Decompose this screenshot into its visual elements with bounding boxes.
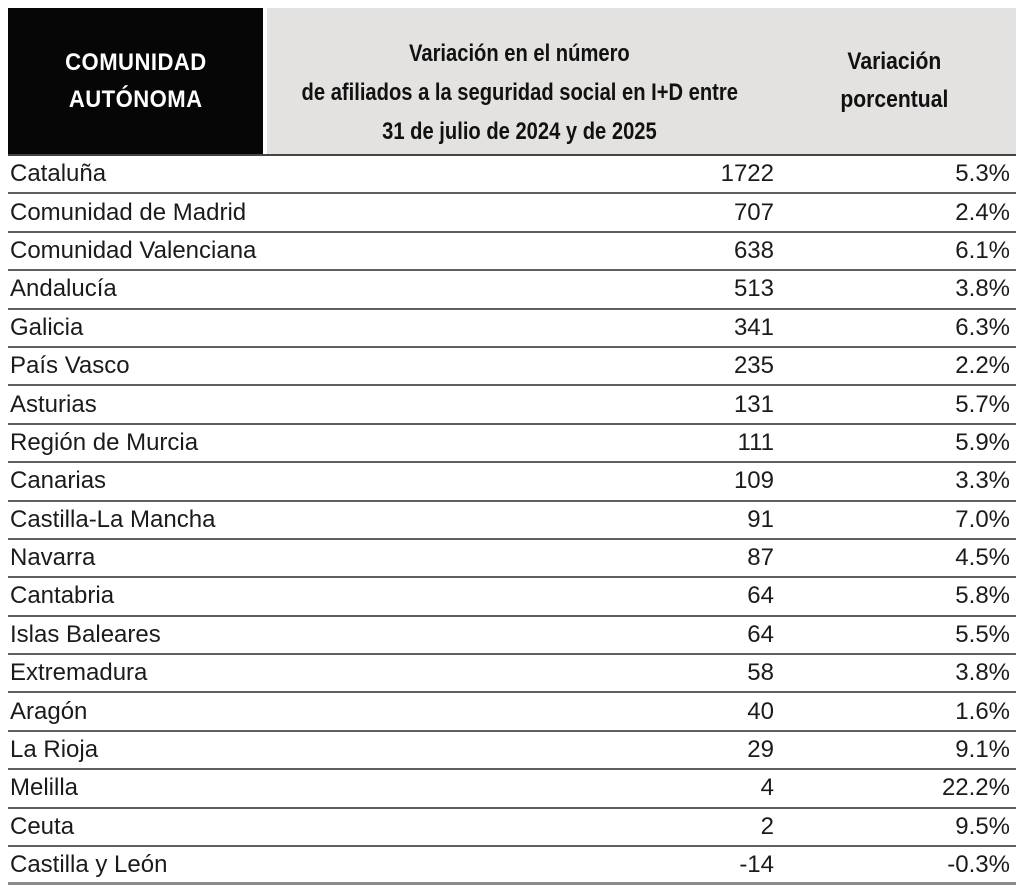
percent-variation-cell: 9.1%: [955, 736, 1010, 764]
percent-variation-cell: 2.2%: [955, 352, 1010, 380]
percent-variation-cell: 6.1%: [955, 236, 1010, 264]
percent-variation-cell: 3.8%: [955, 275, 1010, 303]
community-name-cell: Comunidad de Madrid: [10, 198, 247, 226]
percent-variation-cell: 9.5%: [955, 812, 1010, 840]
percent-variation-cell: 5.9%: [955, 428, 1010, 456]
table-row: [8, 732, 1016, 770]
header-comunidad-line1: COMUNIDAD: [64, 49, 207, 76]
table-row: [8, 348, 1016, 386]
affiliates-variation-cell: 341: [733, 313, 774, 341]
percent-variation-cell: 2.4%: [955, 198, 1010, 226]
table-row: [8, 463, 1016, 501]
affiliates-variation-cell: 91: [747, 505, 774, 533]
table-row: [8, 233, 1016, 271]
community-name-cell: Región de Murcia: [10, 428, 199, 456]
table-row: [8, 502, 1016, 540]
table-row: [8, 578, 1016, 616]
community-name-cell: Castilla y León: [10, 850, 168, 878]
header-gray-block: [267, 8, 1016, 154]
affiliates-variation-cell: 235: [733, 352, 774, 380]
community-name-cell: Melilla: [10, 774, 79, 802]
community-name-cell: Castilla-La Mancha: [10, 505, 216, 533]
affiliates-variation-cell: 40: [747, 697, 774, 725]
community-name-cell: Galicia: [10, 313, 84, 341]
table-row: [8, 655, 1016, 693]
community-name-cell: Andalucía: [10, 275, 117, 303]
community-name-cell: Canarias: [10, 467, 107, 495]
affiliates-variation-cell: 64: [747, 620, 774, 648]
community-name-cell: Ceuta: [10, 812, 75, 840]
header-cell-comunidad-autonoma: [8, 8, 263, 154]
table-row: [8, 847, 1016, 885]
affiliates-variation-cell: 1722: [720, 160, 774, 188]
percent-variation-cell: 5.8%: [955, 582, 1010, 610]
community-name-cell: La Rioja: [10, 736, 99, 764]
community-name-cell: Islas Baleares: [10, 620, 161, 648]
percent-variation-cell: 22.2%: [941, 774, 1010, 802]
affiliates-variation-cell: 111: [737, 428, 774, 456]
affiliates-variation-cell: 87: [747, 544, 774, 572]
table-body: [8, 156, 1016, 885]
header-porcentual-line1: Variación: [847, 48, 941, 75]
percent-variation-cell: 1.6%: [955, 697, 1010, 725]
table-row: [8, 809, 1016, 847]
table-row: [8, 425, 1016, 463]
table-row: [8, 194, 1016, 232]
percent-variation-cell: 5.7%: [955, 390, 1010, 418]
percent-variation-cell: 7.0%: [955, 505, 1010, 533]
affiliates-variation-cell: 131: [733, 390, 774, 418]
affiliation-variation-table: [8, 8, 1016, 885]
table-row: [8, 617, 1016, 655]
table-row: [8, 770, 1016, 808]
percent-variation-cell: 3.8%: [955, 659, 1010, 687]
community-name-cell: Aragón: [10, 697, 88, 725]
community-name-cell: Extremadura: [10, 659, 148, 687]
affiliates-variation-cell: 2: [760, 812, 774, 840]
community-name-cell: País Vasco: [10, 352, 130, 380]
table-row: [8, 156, 1016, 194]
table-row: [8, 310, 1016, 348]
header-variacion-line2: de afiliados a la seguridad social en I+D entre: [301, 79, 738, 106]
community-name-cell: Comunidad Valenciana: [10, 236, 257, 264]
affiliates-variation-cell: 4: [760, 774, 774, 802]
header-variacion-line3: 31 de julio de 2024 y de 2025: [382, 118, 657, 145]
community-name-cell: Cataluña: [10, 160, 107, 188]
affiliates-variation-cell: -14: [739, 850, 774, 878]
table-row: [8, 540, 1016, 578]
header-cell-variacion-afiliados: [267, 8, 772, 154]
header-porcentual-line2: porcentual: [840, 86, 948, 113]
percent-variation-cell: 3.3%: [955, 467, 1010, 495]
percent-variation-cell: 5.5%: [955, 620, 1010, 648]
affiliates-variation-cell: 109: [733, 467, 774, 495]
percent-variation-cell: 6.3%: [955, 313, 1010, 341]
community-name-cell: Cantabria: [10, 582, 115, 610]
table-row: [8, 386, 1016, 424]
table-row: [8, 271, 1016, 309]
header-variacion-line1: Variación en el número: [409, 40, 630, 67]
table-header: [8, 8, 1016, 156]
percent-variation-cell: -0.3%: [947, 850, 1010, 878]
affiliates-variation-cell: 29: [747, 736, 774, 764]
table-row: [8, 693, 1016, 731]
community-name-cell: Asturias: [10, 390, 97, 418]
percent-variation-cell: 4.5%: [955, 544, 1010, 572]
affiliates-variation-cell: 707: [733, 198, 774, 226]
community-name-cell: Navarra: [10, 544, 96, 572]
header-cell-variacion-porcentual: [772, 8, 1016, 154]
affiliates-variation-cell: 638: [733, 236, 774, 264]
affiliates-variation-cell: 64: [747, 582, 774, 610]
percent-variation-cell: 5.3%: [955, 160, 1010, 188]
affiliates-variation-cell: 513: [733, 275, 774, 303]
header-comunidad-line2: AUTÓNOMA: [68, 86, 203, 113]
affiliates-variation-cell: 58: [747, 659, 774, 687]
